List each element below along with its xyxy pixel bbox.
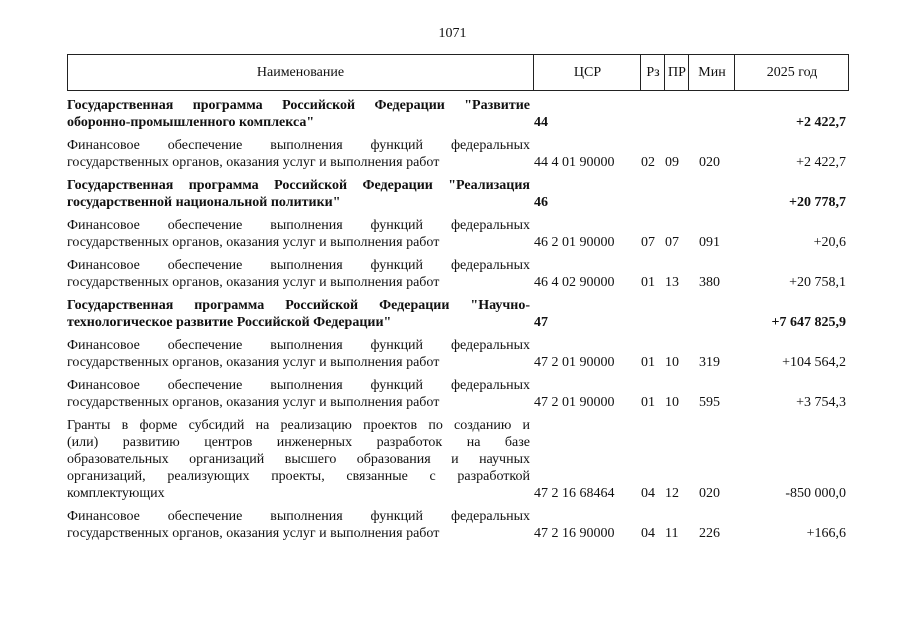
table-row	[67, 417, 849, 502]
header-csr: ЦСР	[533, 55, 641, 90]
row-value: +2 422,7	[796, 155, 846, 170]
row-value: -850 000,0	[785, 486, 846, 501]
row-csr: 46 4 02 90000	[534, 275, 615, 290]
table-row	[67, 97, 849, 131]
row-name	[67, 508, 530, 542]
row-csr: 47	[534, 315, 548, 330]
row-min: 020	[699, 155, 720, 170]
row-name-line: оборонно-промышленного комплекса"	[67, 115, 315, 130]
row-name	[67, 177, 530, 211]
row-name	[67, 417, 530, 502]
row-min: 380	[699, 275, 720, 290]
row-name-line: государственных органов, оказания услуг и выполнения работ	[67, 235, 440, 250]
row-name-line: Финансовое обеспечение выполнения функций федеральных	[67, 218, 530, 233]
row-rz: 04	[641, 486, 655, 501]
row-name-line: государственных органов, оказания услуг и выполнения работ	[67, 395, 440, 410]
row-csr: 46	[534, 195, 548, 210]
table-row	[67, 217, 849, 251]
row-pr: 10	[665, 355, 679, 370]
row-csr: 47 2 16 68464	[534, 486, 615, 501]
row-name-line: Государственная программа Российской Федерации "Научно-	[67, 298, 530, 313]
row-pr: 09	[665, 155, 679, 170]
row-name-line: государственных органов, оказания услуг и выполнения работ	[67, 155, 440, 170]
row-name-line: государственной национальной политики"	[67, 195, 341, 210]
row-min: 226	[699, 526, 720, 541]
row-name-line: Государственная программа Российской Федерации "Развитие	[67, 98, 530, 113]
row-rz: 07	[641, 235, 655, 250]
row-value: +166,6	[806, 526, 846, 541]
row-name	[67, 97, 530, 131]
table-row	[67, 337, 849, 371]
table-row	[67, 177, 849, 211]
row-csr: 44	[534, 115, 548, 130]
row-name-line: Финансовое обеспечение выполнения функций федеральных	[67, 338, 530, 353]
header-min: Мин	[688, 55, 735, 90]
row-name-line: технологическое развитие Российской Федерации"	[67, 315, 392, 330]
row-csr: 47 2 01 90000	[534, 355, 615, 370]
row-name	[67, 377, 530, 411]
row-rz: 02	[641, 155, 655, 170]
row-name-line: Гранты в форме субсидий на реализацию проектов по созданию и	[67, 418, 530, 433]
row-pr: 13	[665, 275, 679, 290]
row-name-line: (или) развитию центров инженерных разработок на базе	[67, 435, 530, 450]
row-name-line: Финансовое обеспечение выполнения функций федеральных	[67, 138, 530, 153]
row-csr: 44 4 01 90000	[534, 155, 615, 170]
row-pr: 07	[665, 235, 679, 250]
row-name	[67, 297, 530, 331]
row-rz: 01	[641, 355, 655, 370]
row-csr: 47 2 16 90000	[534, 526, 615, 541]
row-rz: 01	[641, 275, 655, 290]
row-value: +104 564,2	[782, 355, 846, 370]
row-csr: 46 2 01 90000	[534, 235, 615, 250]
row-csr: 47 2 01 90000	[534, 395, 615, 410]
row-name-line: Финансовое обеспечение выполнения функций федеральных	[67, 378, 530, 393]
row-pr: 12	[665, 486, 679, 501]
table-row	[67, 137, 849, 171]
row-min: 595	[699, 395, 720, 410]
table-row	[67, 508, 849, 542]
row-value: +3 754,3	[796, 395, 846, 410]
row-name-line: Финансовое обеспечение выполнения функций федеральных	[67, 509, 530, 524]
row-name-line: Государственная программа Российской Федерации "Реализация	[67, 178, 530, 193]
row-min: 091	[699, 235, 720, 250]
row-name	[67, 137, 530, 171]
row-name	[67, 337, 530, 371]
row-name-line: государственных органов, оказания услуг и выполнения работ	[67, 355, 440, 370]
row-name-line: государственных органов, оказания услуг и выполнения работ	[67, 526, 440, 541]
row-name-line: организаций, реализующих проекты, связанные с разработкой	[67, 469, 530, 484]
table-body	[67, 97, 849, 548]
row-rz: 04	[641, 526, 655, 541]
row-value: +20,6	[813, 235, 846, 250]
page-number: 1071	[438, 26, 467, 41]
table-row	[67, 297, 849, 331]
row-value: +2 422,7	[796, 115, 846, 130]
header-year: 2025 год	[734, 55, 849, 90]
row-name-line: образовательных организаций высшего образования и научных	[67, 452, 530, 467]
header-name: Наименование	[256, 65, 345, 80]
row-name-line: комплектующих	[67, 486, 165, 501]
row-name-line: государственных органов, оказания услуг и выполнения работ	[67, 275, 440, 290]
row-name-line: Финансовое обеспечение выполнения функций федеральных	[67, 258, 530, 273]
row-name	[67, 257, 530, 291]
row-name	[67, 217, 530, 251]
row-min: 020	[699, 486, 720, 501]
row-min: 319	[699, 355, 720, 370]
row-rz: 01	[641, 395, 655, 410]
table-row	[67, 377, 849, 411]
header-pr: ПР	[664, 55, 689, 90]
row-value: +7 647 825,9	[771, 315, 846, 330]
row-value: +20 758,1	[789, 275, 846, 290]
table-row	[67, 257, 849, 291]
header-rz: Рз	[640, 55, 665, 90]
table-header	[67, 54, 849, 91]
row-pr: 11	[665, 526, 679, 541]
row-pr: 10	[665, 395, 679, 410]
row-value: +20 778,7	[789, 195, 846, 210]
